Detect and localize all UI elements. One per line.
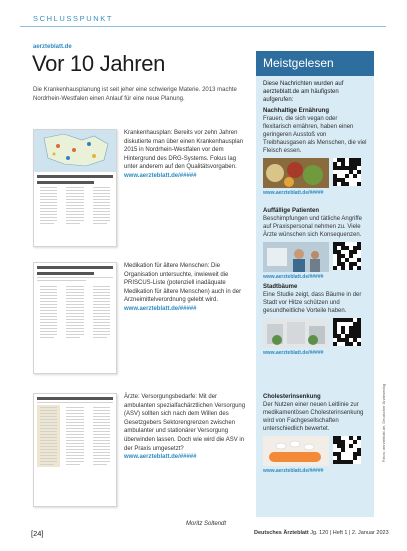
most-read-title: Cholesterinsenkung: [263, 394, 321, 400]
item-link[interactable]: www.aerzteblatt.de/#####: [124, 172, 197, 179]
article-kicker[interactable]: aerzteblatt.de: [33, 44, 72, 50]
publication-footer: [254, 530, 389, 536]
item-text: [124, 129, 248, 181]
most-read-link[interactable]: www.aerzteblatt.de/#####: [263, 468, 324, 474]
food-photo: [263, 158, 329, 188]
qr-code-icon: [333, 242, 361, 270]
sidebar-intro: Diese Nachrichten wurden auf aerzteblatt.de am häufigsten aufgerufen:: [263, 81, 344, 103]
section-rule: [20, 26, 386, 27]
item-body: Ärzte: Versorgungsbedarfe: Mit der ambulanten spezialfachärztlichen Versorgung (ASV) sollten sich nach dem Willen des Gesetzgebers Sektorengrenzen zwischen ambulanter und stationärer Versorgung überwinden lassen. Doch wie wird die ASV in der Praxis umgesetzt?: [124, 394, 246, 452]
article-dek: Die Krankenhausplanung ist seit jeher eine schwierige Materie. 2013 machte Nordrhein-Westfalen einen Anlauf für eine neue Planung.: [33, 87, 237, 102]
byline: Moritz Soltendt: [186, 521, 227, 527]
item-text: [124, 262, 248, 314]
most-read-body: Der Nutzen einer neuen Leitlinie zur medikamentösen Cholesterinsenkung wird von Fachgesellschaften unterschiedlich bewertet.: [263, 402, 364, 432]
most-read-title: Auffällige Patienten: [263, 208, 320, 214]
publication-name: Deutsches Ärzteblatt: [254, 530, 309, 536]
most-read-item[interactable]: [256, 107, 374, 196]
most-read-link[interactable]: www.aerzteblatt.de/#####: [263, 350, 324, 356]
page-number: [24]: [31, 529, 44, 538]
item-text: [124, 393, 248, 462]
most-read-link[interactable]: www.aerzteblatt.de/#####: [263, 190, 324, 196]
waiting-room-photo: [263, 242, 329, 272]
most-read-item[interactable]: [256, 393, 374, 474]
item-thumbnail[interactable]: [33, 262, 117, 374]
most-read-link[interactable]: www.aerzteblatt.de/#####: [263, 274, 324, 280]
qr-code-icon: [333, 158, 361, 186]
item-link[interactable]: www.aerzteblatt.de/#####: [124, 454, 197, 461]
item-body: Medikation für ältere Menschen: Die Organisation untersuchte, inwieweit die PRISCUS-Liste (potenziell inadäquate Medikation für ältere Menschen) auch in der Arzneimittelverordnung gelebt wird.: [124, 263, 242, 304]
most-read-title: Stadtbäume: [263, 284, 298, 290]
item-link[interactable]: www.aerzteblatt.de/#####: [124, 305, 197, 312]
most-read-sidebar: [256, 51, 374, 517]
section-label: SCHLUSSPUNKT: [33, 14, 114, 23]
item-body: Krankenhausplan: Bereits vor zehn Jahren diskutierte man über einen Krankenhausplan 2015 in Nordrhein-Westfalen vor dem Hintergrund des DRG-Systems. Fokus lag unter anderem auf den Qualitätsvorgaben.: [124, 130, 244, 171]
qr-code-icon: [333, 436, 361, 464]
most-read-body: Eine Studie zeigt, dass Bäume in der Stadt vor Hitze schützen und gesundheitliche Vorteile haben.: [263, 292, 362, 314]
qr-code-icon: [333, 318, 361, 346]
item-thumbnail[interactable]: [33, 393, 117, 507]
pills-photo: [263, 436, 329, 466]
item-thumbnail[interactable]: [33, 129, 117, 247]
most-read-body: Frauen, die sich vegan oder flexitarisch ernähren, haben einen geringeren Ausstoß von Treibhausgasen als Menschen, die viel Fleisch essen.: [263, 116, 367, 154]
issue-info: Jg. 120 | Heft 1 | 2. Januar 2023: [310, 530, 389, 536]
most-read-body: Beschimpfungen und tätliche Angriffe auf Praxispersonal nehmen zu. Viele Ärzte wünschen sich Konsequenzen.: [263, 216, 362, 238]
photo-credit: Fotos: aerzteblatt.de, Deutscher Ärzteverlag: [381, 384, 386, 463]
map-illustration: [34, 130, 117, 172]
sidebar-title: Meistgelesen: [256, 51, 374, 76]
city-trees-photo: [263, 318, 329, 348]
most-read-item[interactable]: [256, 207, 374, 280]
most-read-item[interactable]: [256, 283, 374, 356]
article-headline: Vor 10 Jahren: [32, 51, 166, 76]
most-read-title: Nachhaltige Ernährung: [263, 108, 330, 114]
